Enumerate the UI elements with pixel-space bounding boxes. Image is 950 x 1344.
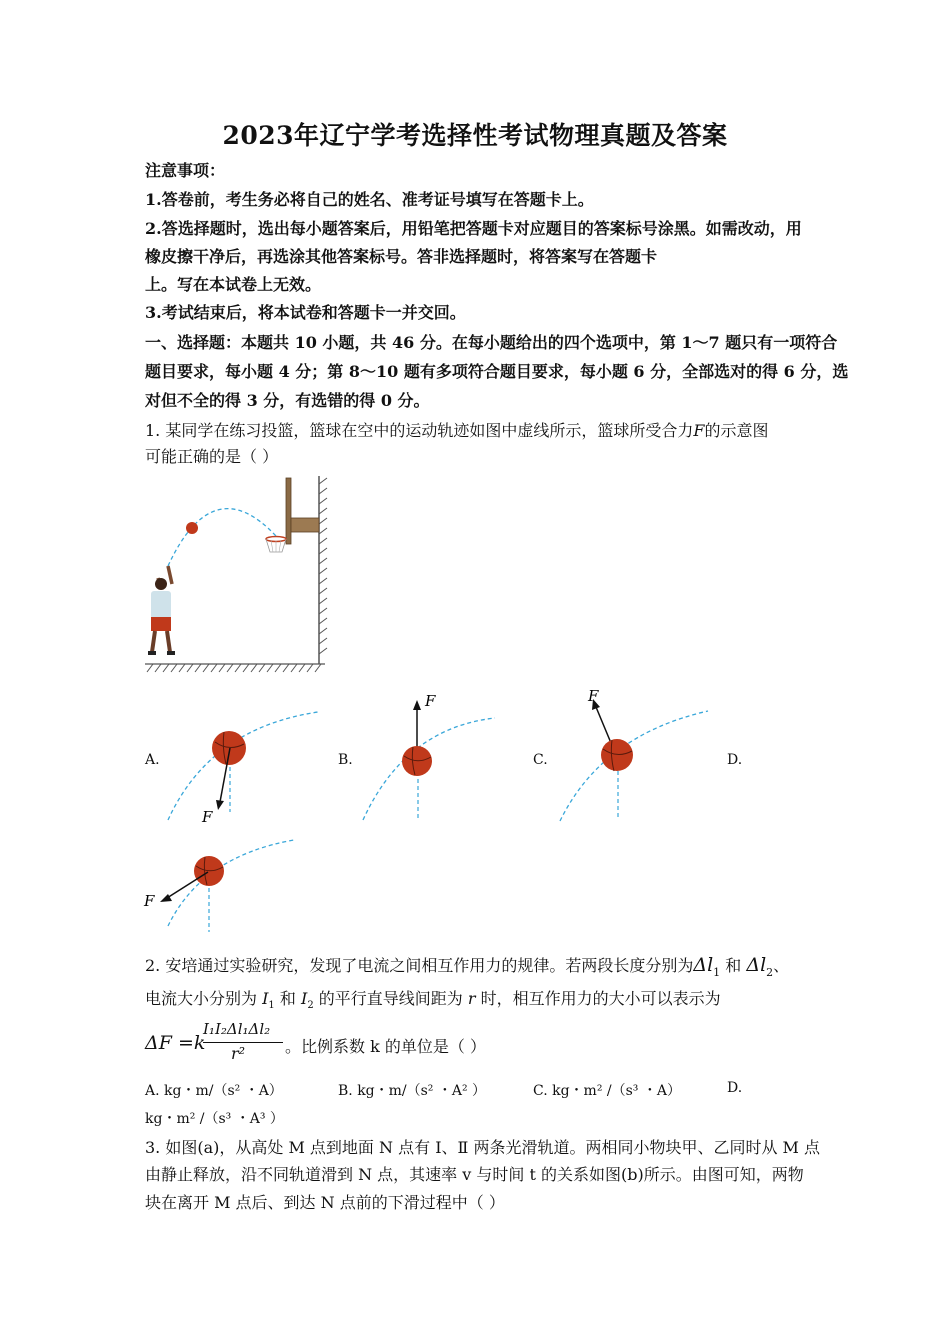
- option-d-figure: [142, 836, 312, 936]
- section-instruction: 一、选择题：本题共 10 小题，共 46 分。在每小题给出的四个选项中，第 1～7 题只有一项符合: [145, 333, 838, 352]
- notice-item: 3.考试结束后，将本试卷和答题卡一并交回。: [145, 303, 466, 322]
- current-i1-sub: 1: [268, 1000, 275, 1012]
- option-a-label[interactable]: A.: [145, 752, 160, 768]
- force-label-c: F: [588, 687, 599, 705]
- q2-text: 的平行直导线间距为: [313, 989, 468, 1008]
- formula-numerator: I₁I₂Δl₁Δl₂: [203, 1020, 271, 1038]
- formula-lhs-text: ΔF: [145, 1032, 172, 1054]
- fraction-bar: [203, 1042, 283, 1043]
- q3-stem-line3: 块在离开 M 点后、到达 N 点前的下滑过程中（ ）: [145, 1193, 505, 1212]
- q1-text-tail: 的示意图: [704, 421, 769, 440]
- trajectory: [168, 509, 276, 566]
- wall: [319, 476, 327, 664]
- formula-tail: 。比例系数 k 的单位是（ ）: [285, 1037, 486, 1056]
- delta-l1: [693, 954, 721, 979]
- current-i2-sub: 2: [307, 1000, 314, 1012]
- delta-l1-sub: 1: [713, 965, 721, 979]
- backboard: [286, 478, 291, 544]
- q2-option-d-label[interactable]: D.: [727, 1080, 743, 1096]
- q2-text: 时，相互作用力的大小可以表示为: [475, 989, 721, 1008]
- q2-stem-line1: [145, 954, 815, 984]
- option-b-figure: [355, 688, 535, 828]
- q1-stem-line2: 可能正确的是（ ）: [145, 447, 279, 466]
- force-label-a: F: [202, 808, 213, 826]
- current-i2: I: [300, 989, 308, 1008]
- q2-option-a[interactable]: A. kg・m/（s² ・A）: [145, 1083, 283, 1099]
- formula-eq: =: [177, 1032, 194, 1054]
- q2-and: 和: [720, 956, 747, 975]
- force-label-d: F: [144, 892, 155, 910]
- backboard-support: [291, 518, 319, 532]
- option-d-label[interactable]: D.: [727, 752, 743, 768]
- notice-heading: 注意事项：: [145, 161, 226, 180]
- option-c-label[interactable]: C.: [533, 752, 548, 768]
- force-label-b: F: [425, 692, 436, 710]
- force-symbol: F: [693, 421, 705, 440]
- q1-stem-line1: [145, 420, 815, 442]
- delta-l1-symbol: Δl: [693, 954, 714, 976]
- hoop: [266, 537, 286, 553]
- q2-stem-line2: [145, 988, 815, 1017]
- q2-text: 和: [274, 989, 301, 1008]
- q2-option-d[interactable]: kg・m² /（s³ ・A³ ）: [145, 1111, 284, 1127]
- page-title: 2023年辽宁学考选择性考试物理真题及答案: [222, 121, 728, 150]
- option-b-label[interactable]: B.: [338, 752, 353, 768]
- q1-text: 1. 某同学在练习投篮，篮球在空中的运动轨迹如图中虚线所示，篮球所受合力: [145, 421, 694, 440]
- ground: [145, 664, 325, 672]
- notice-item: 橡皮擦干净后，再选涂其他答案标号。答非选择题时，将答案写在答题卡: [145, 247, 658, 266]
- delta-l2-symbol: Δl: [746, 954, 767, 976]
- q3-stem-line2: 由静止释放，沿不同轨道滑到 N 点，其速率 v 与时间 t 的关系如图(b)所示。由图可知，两物: [145, 1165, 804, 1184]
- section-instruction: 对但不全的得 3 分，有选错的得 0 分。: [145, 391, 430, 410]
- notice-item: 1.答卷前，考生务必将自己的姓名、准考证号填写在答题卡上。: [145, 190, 594, 209]
- q2-text: 电流大小分别为: [145, 989, 263, 1008]
- section-instruction: 题目要求，每小题 4 分；第 8～10 题有多项符合题目要求，每小题 6 分，全部选对的得 6 分，选: [145, 362, 849, 381]
- basketball: [186, 522, 198, 534]
- q2-option-c[interactable]: C. kg・m² /（s³ ・A）: [533, 1083, 681, 1099]
- formula-lhs: [145, 1032, 205, 1054]
- current-i1: I: [262, 989, 269, 1008]
- delta-l2-sub: 2: [766, 965, 774, 979]
- distance-r: r: [467, 989, 476, 1008]
- notice-item: 上。写在本试卷上无效。: [145, 275, 322, 294]
- q3-stem-line1: 3. 如图(a)，从高处 M 点到地面 N 点有 Ⅰ、Ⅱ 两条光滑轨道。两相同小物块甲、乙同时从 M 点: [145, 1138, 821, 1157]
- delta-l2: [746, 954, 774, 979]
- q2-comma: 、: [773, 956, 790, 975]
- q2-text: 2. 安培通过实验研究，发现了电流之间相互作用力的规律。若两段长度分别为: [145, 956, 694, 975]
- basketball-figure: [143, 474, 333, 674]
- formula-k: k: [193, 1032, 206, 1054]
- q2-option-b[interactable]: B. kg・m/（s² ・A² ）: [338, 1083, 487, 1099]
- option-c-figure: [552, 685, 732, 825]
- formula-denominator: r²: [231, 1044, 246, 1063]
- notice-item: 2.答选择题时，选出每小题答案后，用铅笔把答题卡对应题目的答案标号涂黑。如需改动，用: [145, 219, 802, 238]
- option-a-figure: [160, 708, 340, 828]
- player: [148, 566, 175, 655]
